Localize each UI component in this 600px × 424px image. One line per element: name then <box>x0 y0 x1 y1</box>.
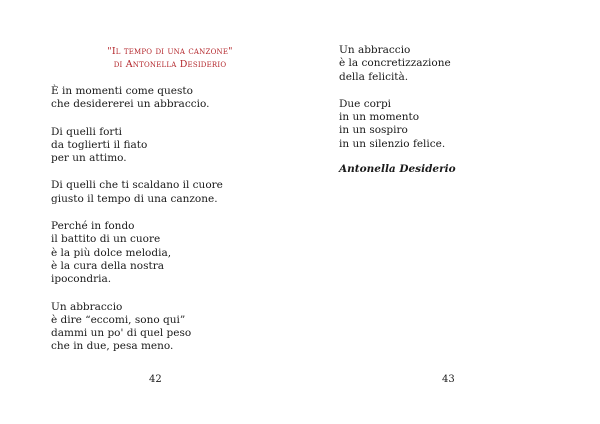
verse-line: che desidererei un abbraccio. <box>51 98 210 111</box>
verse-line: dammi un po' di quel peso <box>51 327 192 340</box>
stanza <box>51 126 291 166</box>
verse-line: Un abbraccio <box>339 44 411 56</box>
author-signature: Antonella Desiderio <box>339 163 456 176</box>
verse-line: è dire “eccomi, sono qui” <box>51 313 186 326</box>
author-line: di Antonella Desiderio <box>113 59 227 70</box>
page-number: 42 <box>149 374 162 385</box>
verse-line: ipocondria. <box>51 273 112 286</box>
verse-line: per un attimo. <box>51 152 127 165</box>
verse-line: in un silenzio felice. <box>339 137 446 150</box>
page-number: 43 <box>442 374 455 385</box>
poem-title <box>50 45 290 71</box>
verse-line: Di quelli che ti scaldano il cuore <box>51 179 223 192</box>
verse-line: il battito di un cuore <box>51 233 161 246</box>
verse-line: in un momento <box>339 111 420 124</box>
stanza <box>51 220 291 286</box>
stanza <box>339 44 579 84</box>
verse-line: della felicità. <box>339 70 409 83</box>
title-line: "Il tempo di una canzone" <box>107 46 233 57</box>
right-poem-body <box>339 44 579 176</box>
left-poem-body <box>51 85 291 368</box>
stanza <box>51 301 291 354</box>
verse-line: È in momenti come questo <box>51 85 193 97</box>
verse-line: è la concretizzazione <box>339 57 451 70</box>
verse-line: Di quelli forti <box>51 125 123 138</box>
verse-line: Un abbraccio <box>51 300 123 313</box>
stanza <box>339 98 579 151</box>
stanza <box>51 85 291 112</box>
verse-line: Due corpi <box>339 97 392 110</box>
verse-line: che in due, pesa meno. <box>51 340 174 353</box>
verse-line: da toglierti il fiato <box>51 138 148 151</box>
verse-line: è la cura della nostra <box>51 259 164 272</box>
verse-line: giusto il tempo di una canzone. <box>51 192 218 205</box>
verse-line: Perché in fondo <box>51 220 135 233</box>
verse-line: è la più dolce melodia, <box>51 246 172 259</box>
verse-line: in un sospiro <box>339 124 408 137</box>
right-page <box>300 0 600 424</box>
stanza <box>51 179 291 206</box>
